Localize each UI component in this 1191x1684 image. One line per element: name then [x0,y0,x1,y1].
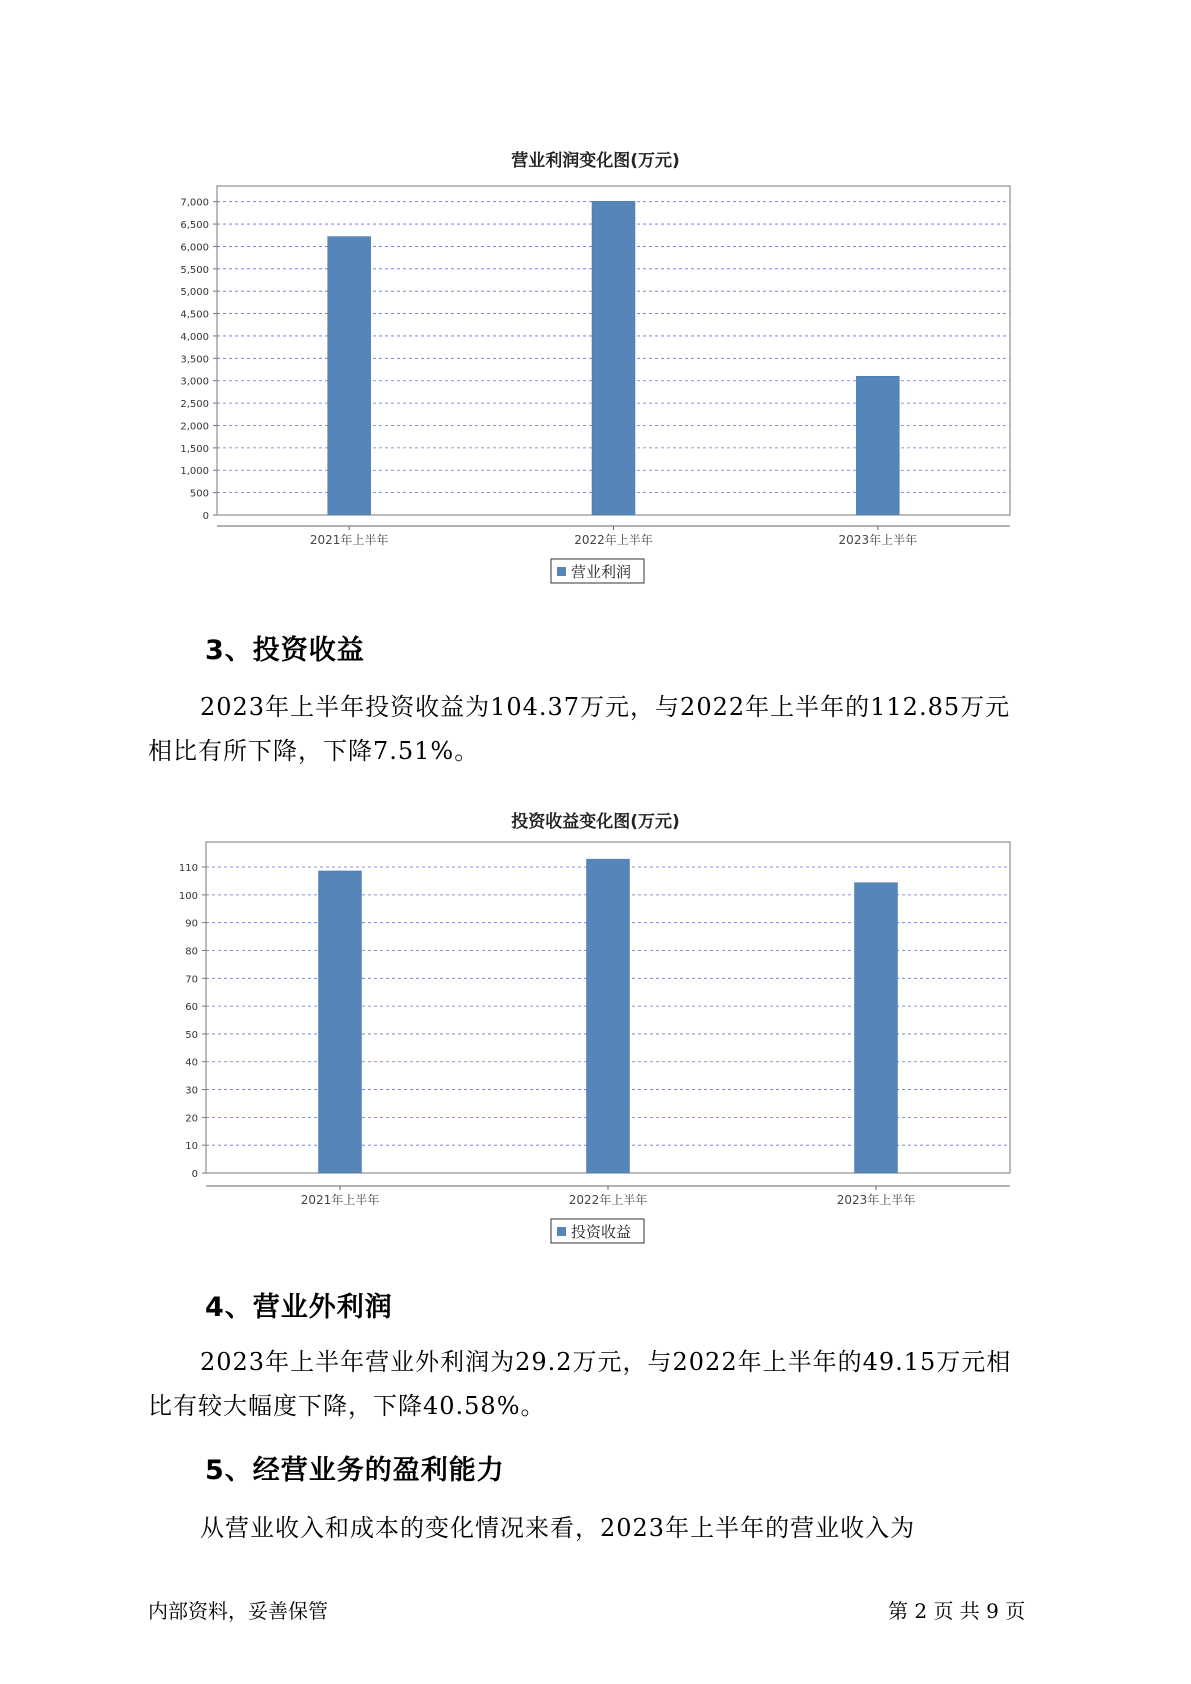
bar [319,871,362,1173]
y-tick-label: 70 [185,974,198,986]
y-tick-label: 100 [178,890,198,902]
y-tick-label: 4,000 [180,331,209,343]
x-tick-label: 2022年上半年 [568,1193,648,1207]
section-4-paragraph [148,1340,1068,1428]
section-5-paragraph [148,1506,1068,1550]
paragraph-line: 相比有所下降，下降7.51%。 [148,737,480,765]
bar [587,859,630,1173]
profit-chart [0,0,1191,620]
x-tick-label: 2023年上半年 [838,533,918,547]
y-tick-label: 50 [185,1029,198,1041]
y-tick-label: 1,500 [180,443,209,455]
section-3-heading: 3、投资收益 [205,635,365,666]
profit-chart-title: 营业利润变化图(万元) [511,151,680,171]
paragraph-line: 从营业收入和成本的变化情况来看，2023年上半年的营业收入为 [200,1514,916,1542]
y-tick-label: 110 [178,863,198,875]
y-tick-label: 2,500 [180,399,209,411]
legend-swatch [557,567,566,576]
y-tick-label: 10 [185,1141,198,1153]
bar [592,201,635,515]
invest-chart-title: 投资收益变化图(万元) [511,812,680,832]
y-tick-label: 0 [191,1169,198,1180]
y-tick-label: 2,000 [180,421,209,433]
legend-label: 投资收益 [571,1223,632,1241]
x-tick-label: 2021年上半年 [309,533,389,547]
y-tick-label: 0 [202,511,209,522]
y-tick-label: 5,000 [180,287,209,299]
y-tick-label: 40 [185,1057,198,1069]
legend-swatch [557,1227,566,1236]
x-tick-label: 2021年上半年 [300,1193,380,1207]
footer-page-number: 第 2 页 共 9 页 [888,1599,1026,1623]
y-tick-label: 60 [185,1002,198,1014]
y-tick-label: 80 [185,946,198,958]
paragraph-line: 比有较大幅度下降，下降40.58%。 [148,1392,546,1420]
x-tick-label: 2022年上半年 [574,533,653,547]
y-tick-label: 7,000 [180,197,209,209]
footer-confidential-note: 内部资料，妥善保管 [148,1599,328,1623]
y-tick-label: 6,000 [180,242,209,254]
x-tick-label: 2023年上半年 [836,1193,916,1207]
invest-chart [0,620,1191,1260]
y-tick-label: 6,500 [180,220,209,232]
legend-label: 营业利润 [571,563,632,581]
paragraph-line: 2023年上半年营业外利润为29.2万元，与2022年上半年的49.15万元相 [200,1348,1012,1376]
y-tick-label: 30 [185,1085,198,1097]
y-tick-label: 3,500 [180,354,209,366]
section-5-heading: 5、经营业务的盈利能力 [205,1455,505,1486]
y-tick-label: 3,000 [180,376,209,388]
bar [855,883,898,1173]
y-tick-label: 20 [185,1113,198,1125]
y-tick-label: 5,500 [180,264,209,276]
y-tick-label: 90 [185,918,198,930]
paragraph-line: 2023年上半年投资收益为104.37万元，与2022年上半年的112.85万元 [200,693,1011,721]
y-tick-label: 500 [189,488,209,500]
y-tick-label: 1,000 [180,466,209,478]
y-tick-label: 4,500 [180,309,209,321]
section-4-heading: 4、营业外利润 [205,1292,393,1323]
bar [856,376,899,515]
bar [328,237,371,515]
